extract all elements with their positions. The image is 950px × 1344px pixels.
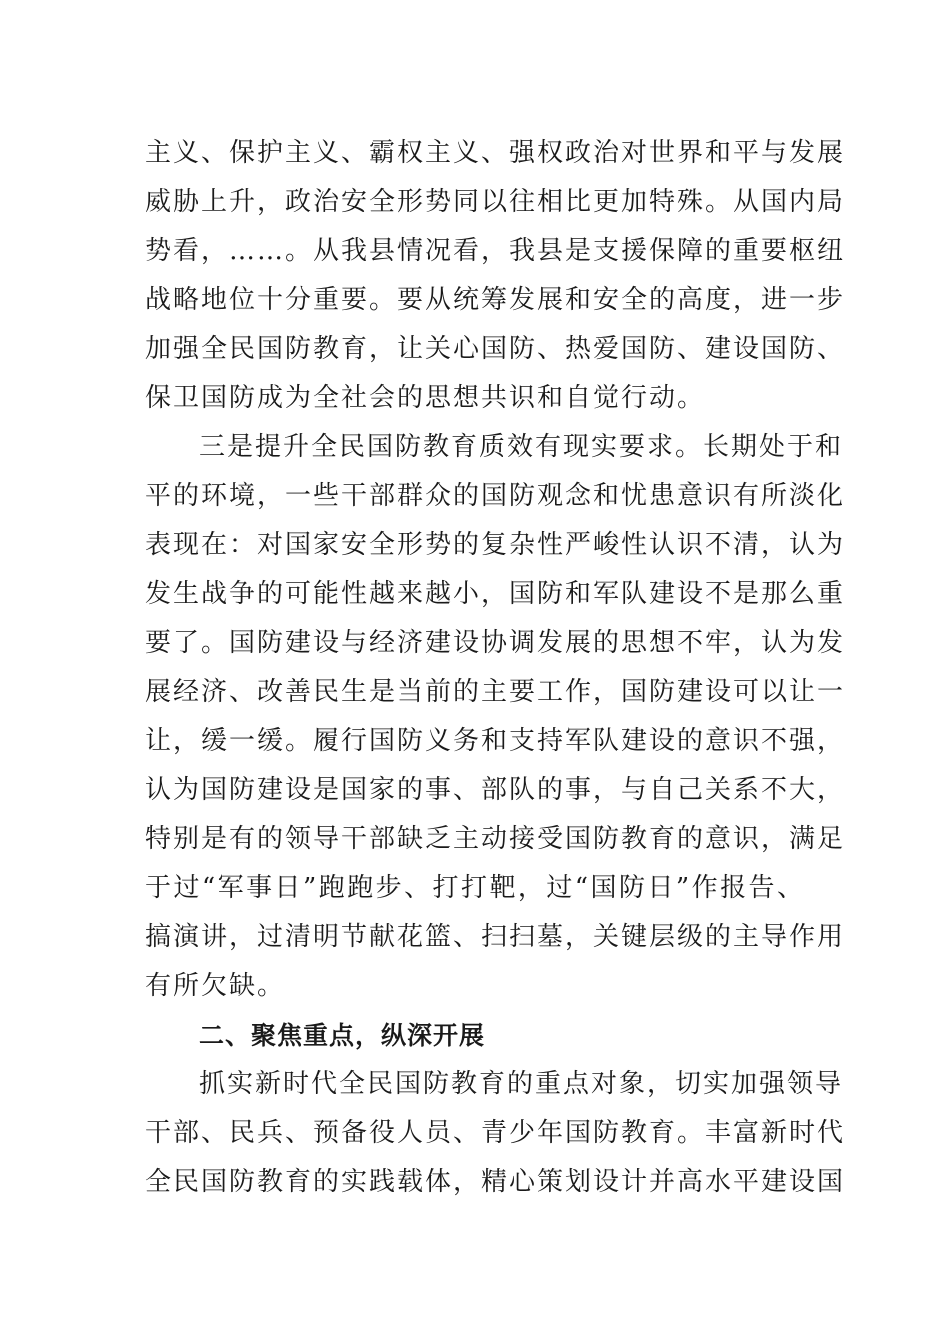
text-line: 特别是有的领导干部缺乏主动接受国防教育的意识，满足 <box>145 824 846 854</box>
text-line: 发生战争的可能性越来越小，国防和军队建设不是那么重 <box>145 579 846 609</box>
text-line: 表现在：对国家安全形势的复杂性严峻性认识不清，认为 <box>145 530 846 560</box>
text-line: 认为国防建设是国家的事、部队的事，与自己关系不大， <box>145 775 846 805</box>
paragraph-third-point <box>145 423 846 1011</box>
text-line: 三是提升全民国防教育质效有现实要求。长期处于和 <box>199 432 844 462</box>
text-line: 主义、保护主义、霸权主义、强权政治对世界和平与发展 <box>145 138 846 168</box>
text-line: 保卫国防成为全社会的思想共识和自觉行动。 <box>145 383 706 413</box>
text-line: 要了。国防建设与经济建设协调发展的思想不牢，认为发 <box>145 628 846 658</box>
text-line: 势看，……。从我县情况看，我县是支援保障的重要枢纽 <box>145 236 846 266</box>
text-line: 加强全民国防教育，让关心国防、热爱国防、建设国防、 <box>145 334 846 364</box>
section-heading: 二、聚焦重点，纵深开展 <box>199 1021 486 1050</box>
document-body <box>145 129 846 1207</box>
text-line: 搞演讲，过清明节献花篮、扫扫墓，关键层级的主导作用 <box>145 922 846 952</box>
text-line: 威胁上升，政治安全形势同以往相比更加特殊。从国内局 <box>145 187 846 217</box>
paragraph-section-two <box>145 1060 846 1207</box>
text-line: 干部、民兵、预备役人员、青少年国防教育。丰富新时代 <box>145 1118 846 1148</box>
text-line: 平的环境，一些干部群众的国防观念和忧患意识有所淡化 <box>145 481 846 511</box>
text-line: 战略地位十分重要。要从统筹发展和安全的高度，进一步 <box>145 285 846 315</box>
text-line: 于过“军事日”跑跑步、打打靶，过“国防日”作报告、 <box>145 873 805 903</box>
text-line: 让，缓一缓。履行国防义务和支持军队建设的意识不强， <box>145 726 846 756</box>
text-line: 有所欠缺。 <box>145 971 286 1001</box>
text-line: 展经济、改善民生是当前的主要工作，国防建设可以让一 <box>145 677 846 707</box>
text-line: 抓实新时代全民国防教育的重点对象，切实加强领导 <box>199 1069 844 1099</box>
text-line: 全民国防教育的实践载体，精心策划设计并高水平建设国 <box>145 1167 846 1197</box>
paragraph-continuation <box>145 129 846 423</box>
